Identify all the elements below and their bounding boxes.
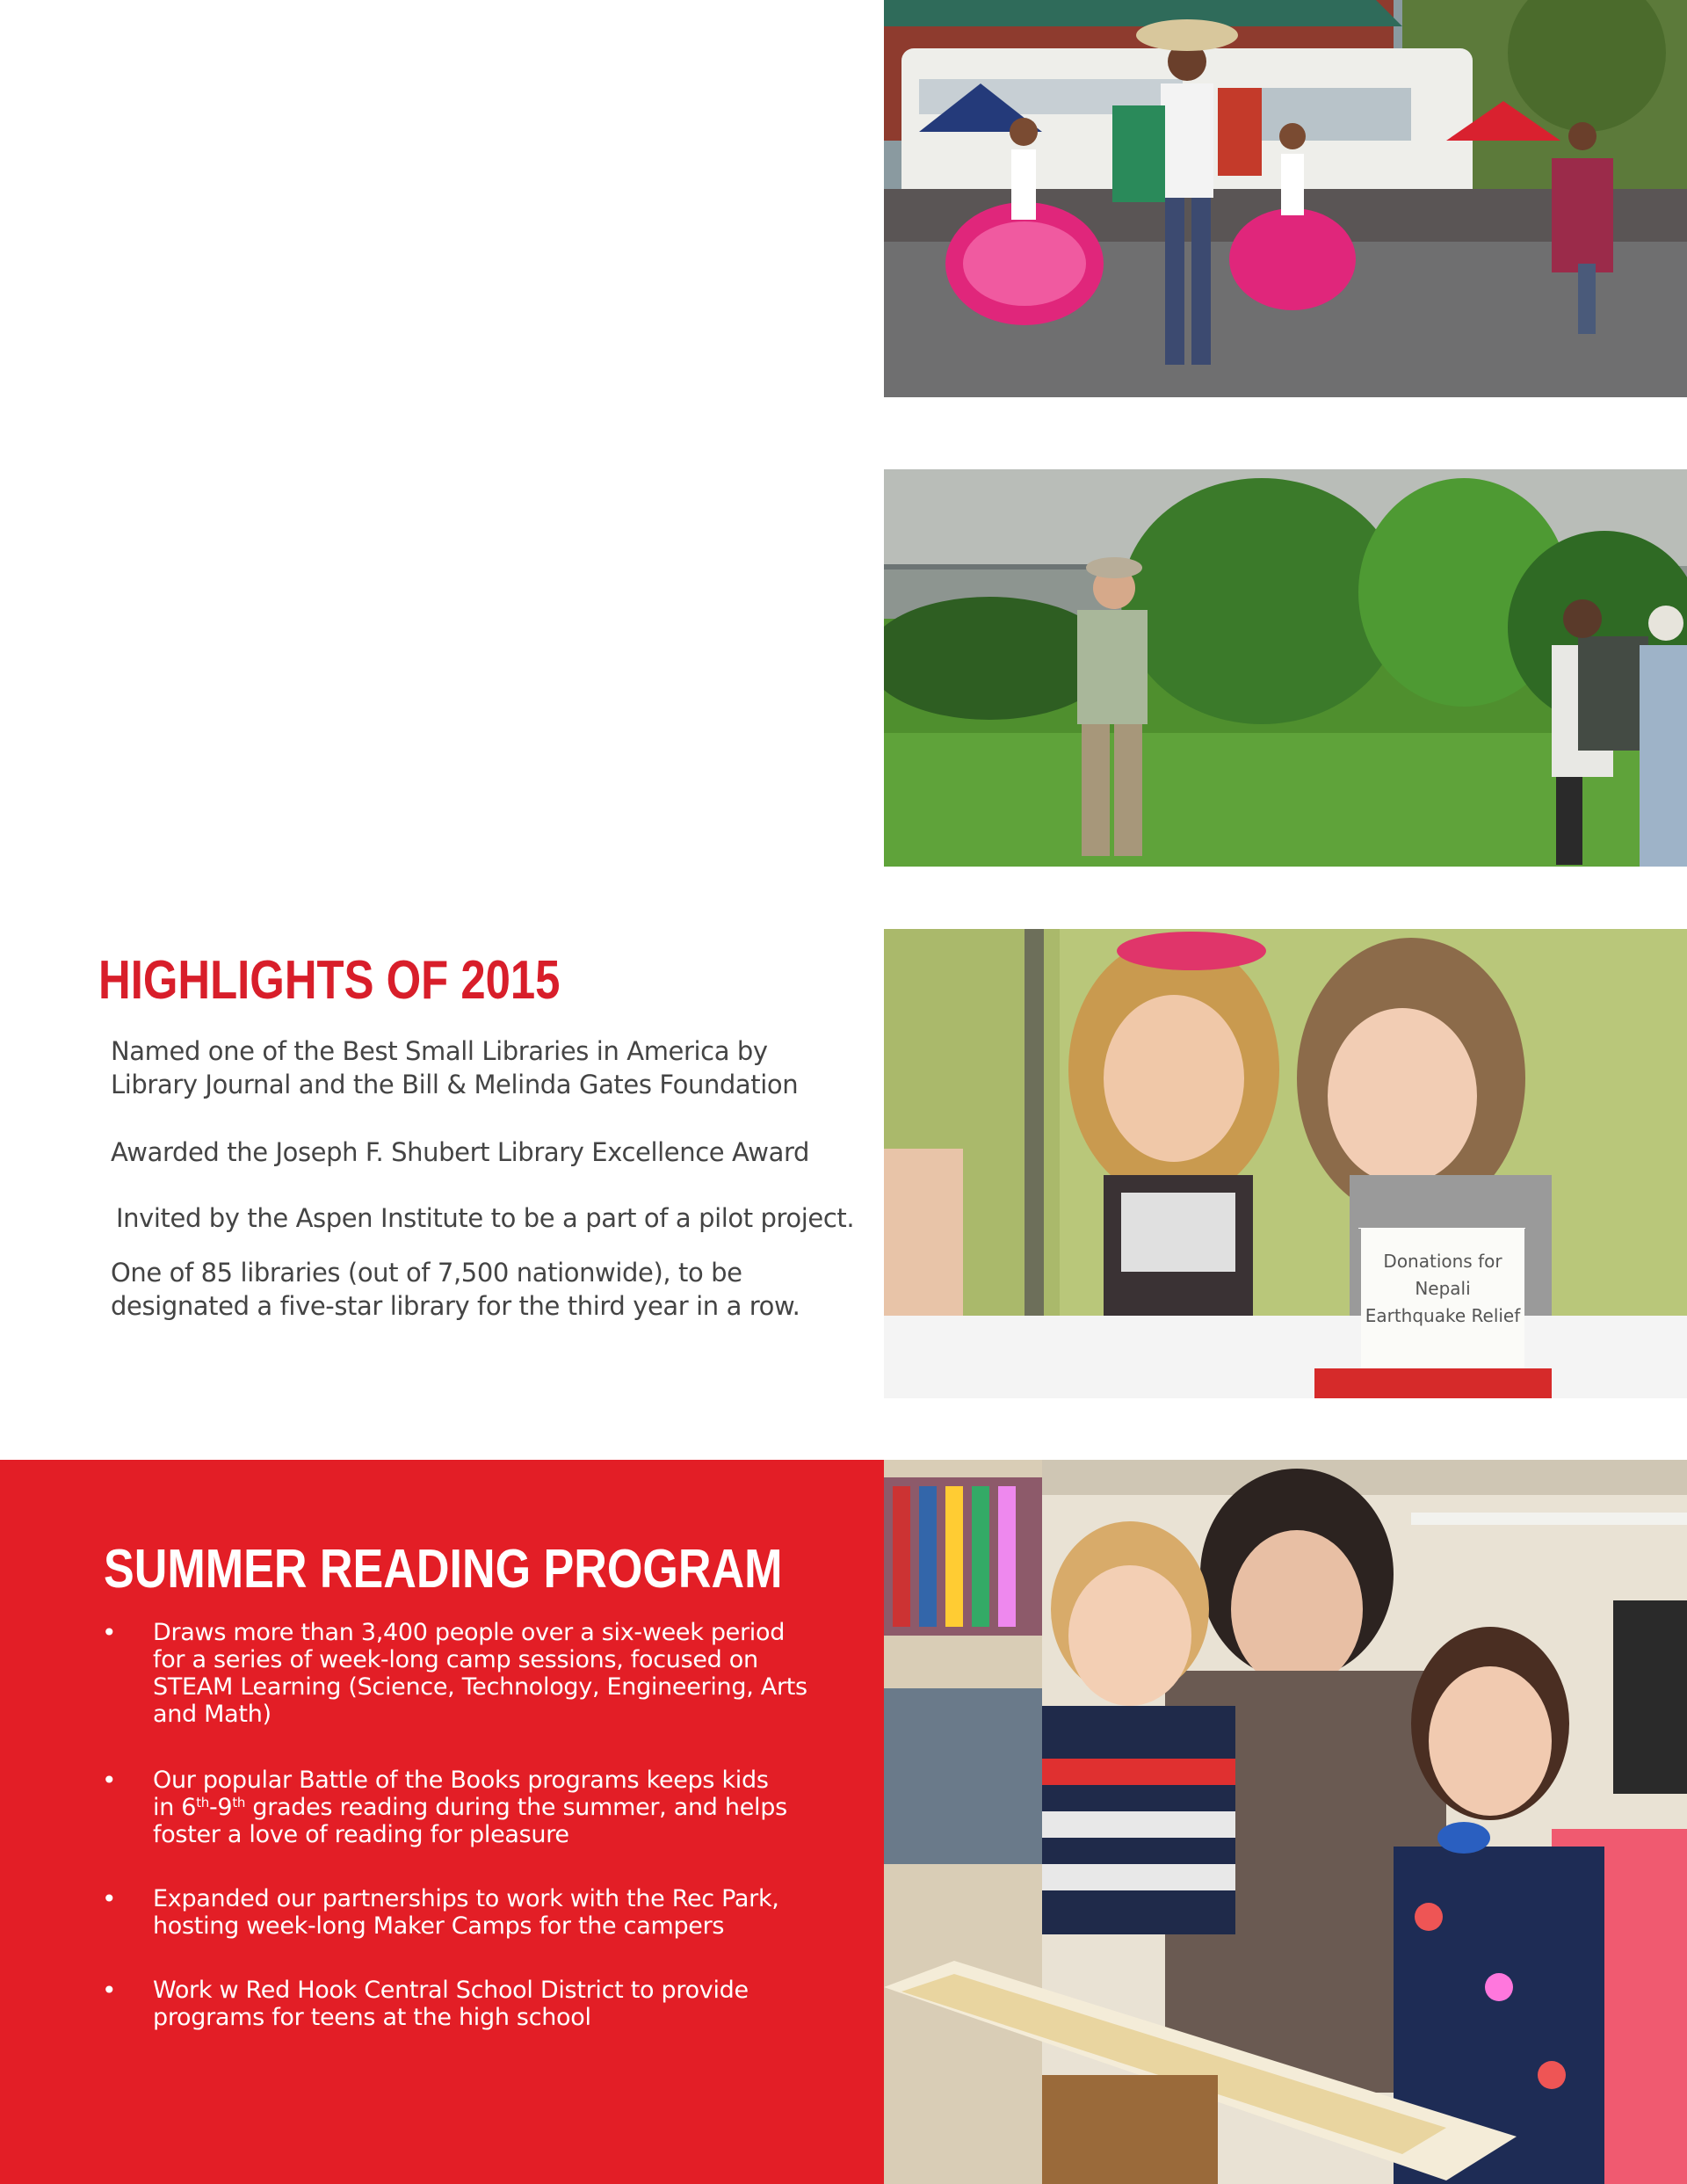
bullet-icon: • <box>102 1766 117 1795</box>
bird-walk-photo <box>884 469 1687 867</box>
folk-dancers-photo <box>884 0 1687 397</box>
bullet-icon: • <box>102 1976 117 2005</box>
sign-text-line3: Earthquake Relief <box>1365 1305 1521 1326</box>
highlights-heading: HIGHLIGHTS OF 2015 <box>98 950 561 1011</box>
highlight-item-shubert-award: Awarded the Joseph F. Shubert Library Excellence Award <box>111 1137 809 1167</box>
bullet-icon: • <box>102 1618 117 1647</box>
kids-drawing-photo <box>884 929 1687 1398</box>
sign-text-line1: Donations for <box>1383 1251 1502 1272</box>
story-time-photo <box>884 1460 1687 2184</box>
highlight-item-five-star-library: One of 85 libraries (out of 7,500 nationwide), to be designated a five-star library for the third year in a row. <box>111 1258 800 1321</box>
sign-text-line2: Nepali <box>1415 1278 1471 1299</box>
highlight-item-best-small-library: Named one of the Best Small Libraries in America by Library Journal and the Bill & Melinda Gates Foundation <box>111 1036 799 1099</box>
bullet-icon: • <box>102 1884 117 1913</box>
summer-reading-heading: SUMMER READING PROGRAM <box>104 1539 783 1600</box>
highlight-item-aspen-institute: Invited by the Aspen Institute to be a part of a pilot project. <box>116 1203 855 1233</box>
